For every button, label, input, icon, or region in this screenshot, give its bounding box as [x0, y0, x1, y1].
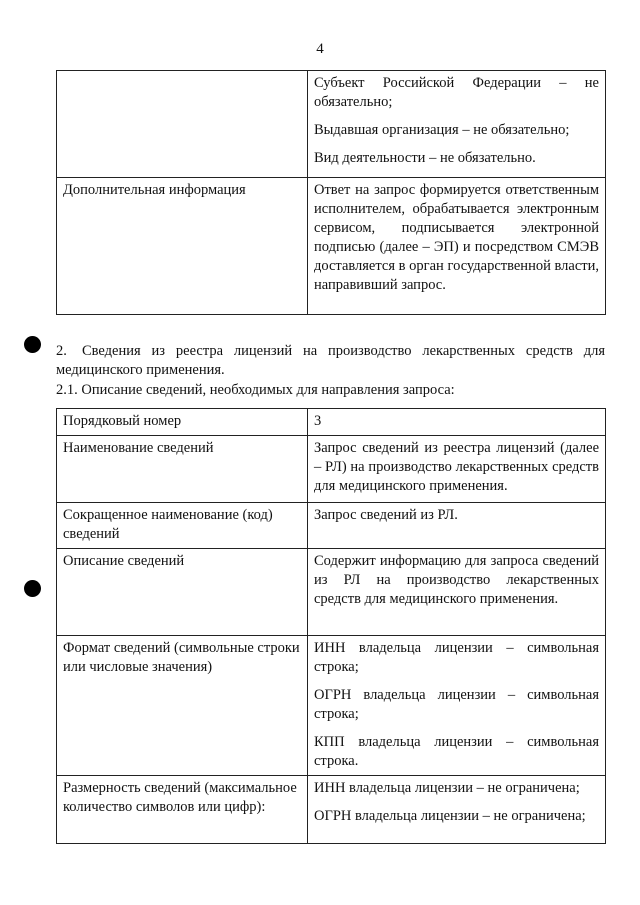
table-cell-right: [308, 436, 606, 503]
table-row: [57, 636, 606, 776]
cell-line: ОГРН владельца лицензии – не ограничена;: [314, 808, 586, 824]
cell-line: Вид деятельности – не обязательно.: [314, 150, 536, 166]
cell-text: Запрос сведений из РЛ.: [314, 507, 458, 523]
table-row: [57, 503, 606, 549]
table-row: [57, 549, 606, 636]
table-row: [57, 409, 606, 436]
table-cell-left: Наименование сведений: [57, 436, 308, 503]
table-cell-left: Формат сведений (символьные строки или числовые значения): [57, 636, 308, 776]
cell-line: КПП владельца лицензии – символьная строка.: [314, 734, 599, 769]
punch-hole-mark: [24, 580, 41, 597]
page-number: 4: [316, 41, 324, 57]
table-cell-right: [308, 178, 606, 315]
table-cell-left: Дополнительная информация: [57, 178, 308, 315]
section-heading: [56, 342, 605, 380]
table-cell-right: [308, 549, 606, 636]
cell-text: Содержит информацию для запроса сведений из РЛ на производство лекарственных средств для медицинского применения.: [314, 553, 599, 607]
cell-line: ИНН владельца лицензии – символьная строка;: [314, 640, 599, 675]
cell-text: Запрос сведений из реестра лицензий (далее – РЛ) на производство лекарственных средств для медицинского применения.: [314, 440, 599, 494]
table-row: [57, 436, 606, 503]
table-row: [57, 71, 606, 178]
table-cell-right: [308, 409, 606, 436]
section-number: 2.: [56, 343, 67, 359]
table-cell-left: Размерность сведений (максимальное количество символов или цифр):: [57, 776, 308, 844]
table-cell-left: [57, 71, 308, 178]
cell-text: 3: [314, 413, 322, 429]
cell-line: ИНН владельца лицензии – не ограничена;: [314, 780, 580, 796]
table-cell-right: [308, 71, 606, 178]
section-title: Сведения из реестра лицензий на производство лекарственных средств для медицинского применения.: [56, 343, 605, 378]
request-description-table: [56, 408, 606, 844]
cell-line: Субъект Российской Федерации – не обязательно;: [314, 75, 599, 110]
table-cell-left: Описание сведений: [57, 549, 308, 636]
cell-text: Ответ на запрос формируется ответственным исполнителем, обрабатывается электронным сервисом, подписывается электронной подписью (далее – ЭП) и посредством СМЭВ доставляется в орган государственной власти, направивший запрос.: [314, 182, 599, 293]
table-cell-left: Сокращенное наименование (код) сведений: [57, 503, 308, 549]
punch-hole-mark: [24, 336, 41, 353]
table-cell-right: [308, 503, 606, 549]
cell-line: Выдавшая организация – не обязательно;: [314, 122, 570, 138]
section-subtitle: 2.1. Описание сведений, необходимых для направления запроса:: [56, 382, 455, 398]
table-row: [57, 178, 606, 315]
table-cell-right: [308, 776, 606, 844]
cell-line: ОГРН владельца лицензии – символьная строка;: [314, 687, 599, 722]
table-cell-right: [308, 636, 606, 776]
table-row: [57, 776, 606, 844]
table-continued: [56, 70, 606, 315]
table-cell-left: Порядковый номер: [57, 409, 308, 436]
